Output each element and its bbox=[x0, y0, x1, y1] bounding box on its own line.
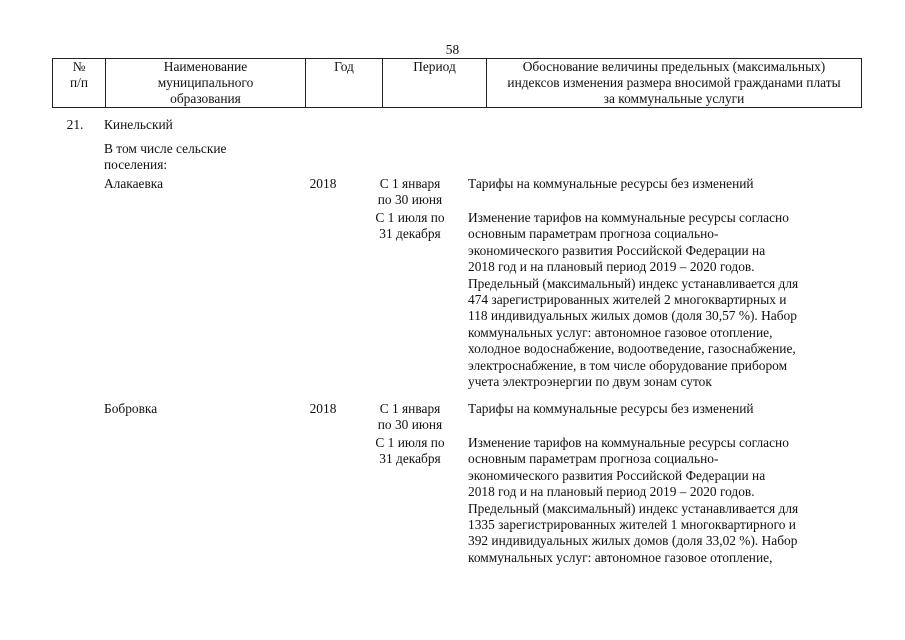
settlement-year: 2018 bbox=[309, 176, 337, 191]
period-line: С 1 января bbox=[379, 176, 441, 191]
justification-line: 392 индивидуальных жилых домов (доля 33,02 %). Набор bbox=[468, 533, 798, 549]
justification-line: основным параметрам прогноза социально- bbox=[468, 226, 719, 242]
header-col-name bbox=[106, 59, 306, 108]
justification-line: коммунальных услуг: автономное газовое отопление, bbox=[468, 324, 773, 340]
district-subheading-line: В том числе сельские bbox=[104, 141, 227, 156]
header-col-justification-line: за коммунальные услуги bbox=[603, 91, 745, 106]
header-col-number-line: п/п bbox=[69, 75, 89, 90]
settlement-justification-first-half: Тарифы на коммунальные ресурсы без изменений bbox=[468, 176, 754, 191]
header-col-justification-line: Обоснование величины предельных (максимальных) bbox=[522, 59, 826, 74]
district-subheading bbox=[104, 141, 254, 174]
justification-line: экономического развития Российской Федерации на bbox=[468, 242, 766, 258]
justification-line: Изменение тарифов на коммунальные ресурсы согласно bbox=[468, 435, 789, 450]
justification-line: экономического развития Российской Федерации на bbox=[468, 467, 766, 483]
header-col-name-line: Наименование bbox=[163, 59, 248, 74]
settlement-period-first-half bbox=[360, 401, 460, 434]
settlement-period-first-half bbox=[360, 176, 460, 209]
header-col-justification bbox=[487, 59, 862, 108]
period-line: С 1 января bbox=[379, 401, 441, 416]
period-line: по 30 июня bbox=[377, 192, 443, 208]
justification-line: электроснабжение, в том числе оборудование прибором bbox=[468, 357, 788, 373]
justification-line: 2018 год и на плановый период 2019 – 2020 годов. bbox=[468, 259, 755, 275]
justification-line: 118 индивидуальных жилых домов (доля 30,57 %). Набор bbox=[468, 308, 797, 324]
header-col-justification-line: индексов изменения размера вносимой гражданами платы bbox=[507, 75, 841, 90]
settlement-name: Алакаевка bbox=[104, 176, 164, 191]
page-number: 58 bbox=[445, 42, 460, 57]
justification-line: холодное водоснабжение, водоотведение, газоснабжение, bbox=[468, 341, 796, 357]
justification-line: Изменение тарифов на коммунальные ресурсы согласно bbox=[468, 210, 789, 225]
header-col-number-line: № bbox=[72, 59, 86, 74]
justification-line: учета электроэнергии по двум зонам суток bbox=[468, 374, 712, 390]
settlement-period-second-half bbox=[360, 210, 460, 243]
table-header bbox=[52, 58, 862, 108]
settlement-name: Бобровка bbox=[104, 401, 158, 416]
period-line: 31 декабря bbox=[379, 226, 441, 242]
header-col-name-line: муниципального bbox=[157, 75, 254, 90]
header-col-year: Год bbox=[306, 59, 383, 108]
settlement-justification-second-half bbox=[468, 435, 858, 566]
district-subheading-line: поселения: bbox=[104, 157, 168, 173]
settlement-year: 2018 bbox=[309, 401, 337, 416]
period-line: С 1 июля по bbox=[375, 210, 445, 225]
header-col-number bbox=[53, 59, 106, 108]
justification-line: 1335 зарегистрированных жителей 1 многоквартирного и bbox=[468, 517, 796, 533]
district-name: Кинельский bbox=[104, 117, 173, 132]
justification-line: 474 зарегистрированных жителей 2 многоквартирных и bbox=[468, 292, 787, 308]
header-col-period: Период bbox=[383, 59, 487, 108]
justification-line: Предельный (максимальный) индекс устанавливается для bbox=[468, 500, 799, 516]
settlement-period-second-half bbox=[360, 435, 460, 468]
justification-line: коммунальных услуг: автономное газовое отопление, bbox=[468, 549, 773, 565]
justification-line: основным параметрам прогноза социально- bbox=[468, 451, 719, 467]
header-col-name-line: образования bbox=[170, 91, 241, 106]
justification-line: 2018 год и на плановый период 2019 – 2020 годов. bbox=[468, 484, 755, 500]
settlement-justification-first-half: Тарифы на коммунальные ресурсы без изменений bbox=[468, 401, 754, 416]
justification-line: Предельный (максимальный) индекс устанавливается для bbox=[468, 275, 799, 291]
period-line: по 30 июня bbox=[377, 417, 443, 433]
period-line: 31 декабря bbox=[379, 451, 441, 467]
settlement-justification-second-half bbox=[468, 210, 858, 390]
district-number: 21. bbox=[66, 117, 84, 132]
period-line: С 1 июля по bbox=[375, 435, 445, 450]
